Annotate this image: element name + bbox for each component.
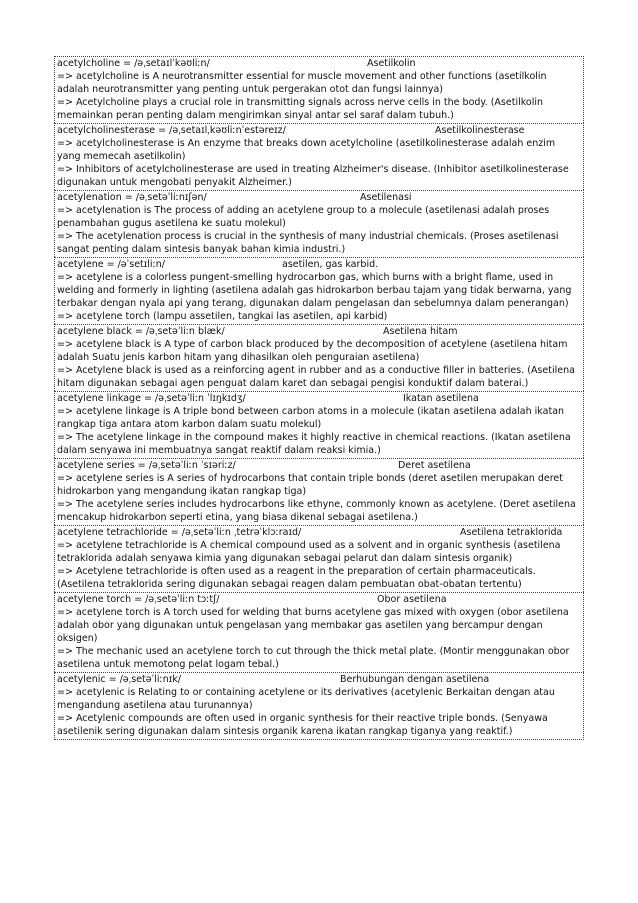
entry-definition: => acetylene is a colorless pungent-smelling hydrocarbon gas, which burns with a bright flame, used in welding and formerly in lighting (asetilena adalah gas hidrokarbon berbau tajam yang tidak berwarna, yang terbakar dengan nyala api yang terang, digunakan dalam pengelasan dan sebelumnya dalam penerangan)	[57, 272, 572, 309]
entry-example: => Inhibitors of acetylcholinesterase are used in treating Alzheimer's disease. (Inhibitor asetilkolinesterase digunakan untuk mengobati penyakit Alzheimer.)	[57, 164, 569, 188]
entry-definition: => acetylcholine is A neurotransmitter essential for muscle movement and other functions (asetilkolin adalah neurotransmitter yang penting untuk pergerakan otot dan fungsi lainnya)	[57, 71, 547, 95]
entry	[54, 672, 584, 740]
entry	[54, 458, 584, 525]
entry	[54, 123, 584, 190]
entry-term: acetylcholinesterase = /əˌsetaɪlˌkəʊliːnˈestəreɪz/	[57, 125, 286, 136]
entry-definition: => acetylenation is The process of adding an acetylene group to a molecule (asetilenasi adalah proses penambahan gugus asetilena ke suatu molekul)	[57, 205, 550, 229]
entry-translation: Asetilenasi	[360, 192, 412, 203]
entry-term: acetylene linkage = /əˌsetəˈliːn ˈlɪŋkɪdʒ/	[57, 393, 246, 404]
entry-example: => The acetylene series includes hydrocarbons like ethyne, commonly known as acetylene. (Deret asetilena mencakup hidrokarbon seperti etina, yang biasa dikenal sebagai asetilena.)	[57, 499, 576, 523]
entry-definition: => acetylenic is Relating to or containing acetylene or its derivatives (acetylenic Berkaitan dengan atau mengandung asetilena atau turunannya)	[57, 687, 555, 711]
entry-translation: Obor asetilena	[377, 594, 447, 605]
entry-translation: Deret asetilena	[398, 460, 471, 471]
entry-definition: => acetylene torch is A torch used for welding that burns acetylene gas mixed with oxygen (obor asetilena adalah obor yang digunakan untuk pengelasan yang membakar gas asetilen yang bercampur dengan oksigen)	[57, 607, 569, 644]
entry	[54, 56, 584, 123]
dictionary-page	[54, 56, 584, 740]
entry-example: => Acetylene black is used as a reinforcing agent in rubber and as a conductive filler in batteries. (Asetilena hitam digunakan sebagai agen penguat dalam karet dan sebagai pengisi konduktif dalam baterai.)	[57, 365, 575, 389]
entry-translation: Asetilena hitam	[383, 326, 458, 337]
entry	[54, 190, 584, 257]
entry-definition: => acetylene linkage is A triple bond between carbon atoms in a molecule (ikatan asetilena adalah ikatan rangkap tiga antara atom karbon dalam suatu molekul)	[57, 406, 565, 430]
entry-definition: => acetylene black is A type of carbon black produced by the decomposition of acetylene (asetilena hitam adalah Suatu jenis karbon hitam yang dihasilkan oleh penguraian asetilena)	[57, 339, 568, 363]
entry-translation: Asetilkolinesterase	[435, 125, 525, 136]
entry-example: => Acetylcholine plays a crucial role in transmitting signals across nerve cells in the body. (Asetilkolin memainkan peran penting dalam mengirimkan sinyal antar sel saraf dalam tubuh.)	[57, 97, 543, 121]
entry-translation: Asetilena tetraklorida	[460, 527, 563, 538]
entry-translation: asetilen, gas karbid.	[282, 259, 379, 270]
entry-example: => acetylene torch (lampu assetilen, tangkai las asetilen, api karbid)	[57, 311, 388, 322]
entry-term: acetylenation = /əˌsetəˈliːnɪʃən/	[57, 192, 207, 203]
entry	[54, 324, 584, 391]
entry-translation: Ikatan asetilena	[403, 393, 479, 404]
entry-definition: => acetylene tetrachloride is A chemical compound used as a solvent and in organic synthesis (asetilena tetraklorida adalah senyawa kimia yang digunakan sebagai pelarut dan dalam sintesis organik)	[57, 540, 561, 564]
entry-term: acetylene black = /əˌsetəˈliːn blæk/	[57, 326, 225, 337]
entry-term: acetylcholine = /əˌsetaɪlˈkəʊliːn/	[57, 58, 210, 69]
entry	[54, 592, 584, 672]
entry-example: => Acetylene tetrachloride is often used as a reagent in the preparation of certain pharmaceuticals. (Asetilena tetraklorida sering digunakan sebagai reagen dalam pembuatan obat-obatan tertentu)	[57, 566, 536, 590]
entry-example: => The acetylene linkage in the compound makes it highly reactive in chemical reactions. (Ikatan asetilena dalam senyawa ini membuatnya sangat reaktif dalam reaksi kimia.)	[57, 432, 571, 456]
entry-term: acetylenic = /əˌsetəˈliːnɪk/	[57, 674, 181, 685]
entry-definition: => acetylcholinesterase is An enzyme that breaks down acetylcholine (asetilkolinesterase adalah enzim yang memecah asetilkolin)	[57, 138, 556, 162]
entry-translation: Asetilkolin	[367, 58, 416, 69]
entry-translation: Berhubungan dengan asetilena	[340, 674, 490, 685]
entry-term: acetylene = /əˈsetɪliːn/	[57, 259, 165, 270]
entry-definition: => acetylene series is A series of hydrocarbons that contain triple bonds (deret asetilen merupakan deret hidrokarbon yang mengandung ikatan rangkap tiga)	[57, 473, 563, 497]
entry	[54, 391, 584, 458]
entry-example: => The acetylenation process is crucial in the synthesis of many industrial chemicals. (Proses asetilenasi sangat penting dalam sintesis banyak bahan kimia industri.)	[57, 231, 559, 255]
entry-term: acetylene torch = /əˌsetəˈliːn tɔːtʃ/	[57, 594, 220, 605]
entry-term: acetylene tetrachloride = /əˌsetəˈliːn ˌtetrəˈklɔːraɪd/	[57, 527, 302, 538]
entry-example: => The mechanic used an acetylene torch to cut through the thick metal plate. (Montir menggunakan obor asetilena untuk memotong pelat logam tebal.)	[57, 646, 570, 670]
entry-term: acetylene series = /əˌsetəˈliːn ˈsɪəriːz/	[57, 460, 236, 471]
entry	[54, 525, 584, 592]
entry	[54, 257, 584, 324]
entry-example: => Acetylenic compounds are often used in organic synthesis for their reactive triple bonds. (Senyawa asetilenik sering digunakan dalam sintesis organik karena ikatan rangkap tiganya yang reaktif.)	[57, 713, 548, 737]
